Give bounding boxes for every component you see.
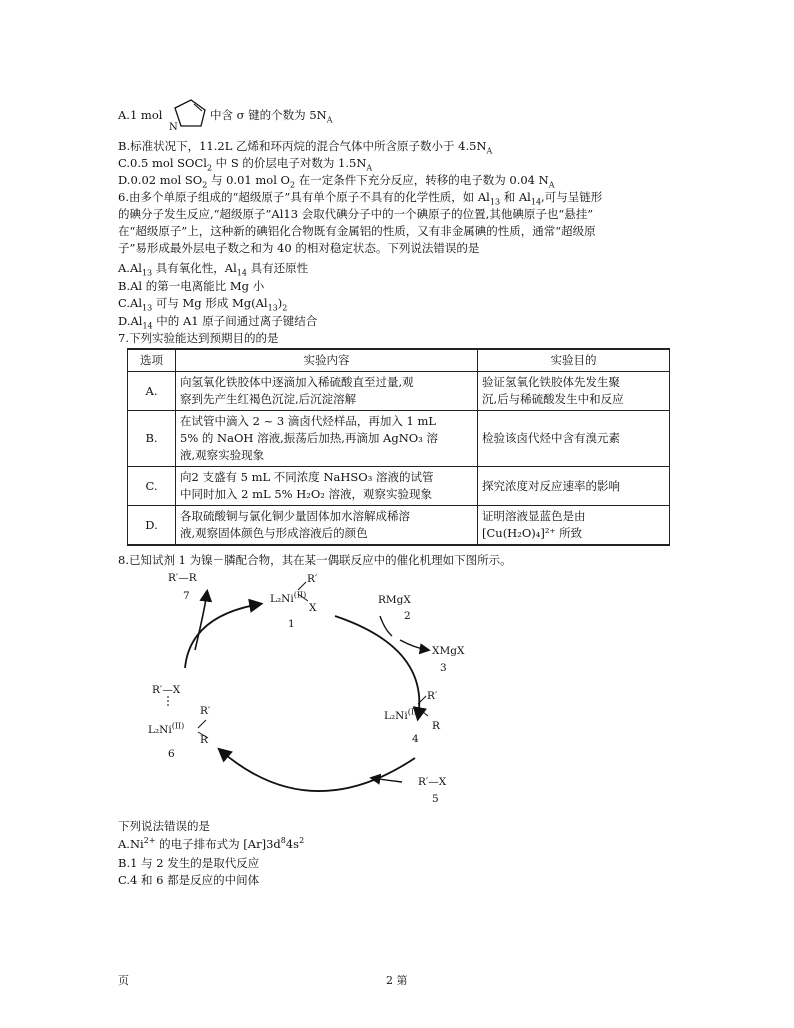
cycle-arc-left bbox=[185, 604, 260, 668]
row-option: B. bbox=[128, 411, 176, 467]
q8-option-a: $A.Ni^{2+}$ 的电子排布式为 $[Ar]3d^84s^2$ bbox=[118, 836, 305, 851]
complex-1-x: X bbox=[309, 602, 317, 614]
q5-option-c: C.0.5 mol SOCl$_2$ 中 S 的价层电子对数为 $1.5N_A$ bbox=[118, 156, 373, 173]
q5-option-a: A.1 mol bbox=[118, 108, 163, 122]
q5-option-d: D.0.02 mol $SO_2$ 与 0.01 mol $O_2$ 在一定条件下充分反应，转移的电子数为 0.04 $N_A$ bbox=[118, 173, 555, 190]
compound-number-5: 5 bbox=[432, 793, 439, 805]
q6-option-a: $A.Al_{13}$ 具有氧化性，$Al_{14}$ 具有还原性 bbox=[118, 261, 309, 278]
q6-option-d: $D.Al_{14}$ 中的 A1 原子间通过离子键结合 bbox=[118, 314, 318, 331]
compound-number-6: 6 bbox=[168, 748, 175, 760]
row-content: 向2 支盛有 5 mL 不同浓度 NaHSO₃ 溶液的试管 中同时加入 2 mL 5% H₂O₂ 溶液，观察实验现象 bbox=[176, 467, 478, 506]
complex-6-top: R′—X bbox=[152, 684, 181, 696]
complex-4-r2: R bbox=[432, 720, 440, 732]
q6-stem-line-2: 的碘分子发生反应,“超级原子”Al13 会取代碘分子中的一个碘原子的位置,其他碘原子也“悬挂” bbox=[118, 207, 594, 221]
q6-stem-line-4: 子”易形成最外层电子数之和为 40 的相对稳定状态。下列说法错误的是 bbox=[118, 241, 480, 255]
complex-1-main: $L_2Ni^{(II)}$ bbox=[270, 590, 307, 605]
row-purpose: 探究浓度对反应速率的影响 bbox=[478, 467, 670, 506]
row-option: A. bbox=[128, 372, 176, 411]
q5-option-b: B.标准状况下，11.2L 乙烯和环丙烷的混合气体中所含原子数小于 $4.5N_A$ bbox=[118, 139, 493, 156]
xmgx-exit-arrow bbox=[400, 640, 428, 650]
header-content: 实验内容 bbox=[176, 349, 478, 372]
row-purpose: 检验该卤代烃中含有溴元素 bbox=[478, 411, 670, 467]
table-row bbox=[128, 467, 670, 506]
q6-stem-line-1: 6.由多个单原子组成的“超级原子”具有单个原子不具有的化学性质，如 $Al_{13}$ 和 $Al_{14}$,可与呈链形 bbox=[118, 190, 603, 207]
q6-option-c: $C.Al_{13}$ 可与 Mg 形成 $Mg(Al_{13})_2$ bbox=[118, 296, 288, 313]
byproduct-3-label: XMgX bbox=[432, 645, 465, 657]
complex-1-r: R′ bbox=[307, 573, 318, 585]
product-7-label: R′—R bbox=[168, 572, 197, 584]
footer-page-number: 2 第 bbox=[386, 974, 408, 987]
complex-4-r1: R′ bbox=[427, 690, 438, 702]
reagent-2-label: RMgX bbox=[378, 594, 411, 606]
pyrrole-ring-structure bbox=[165, 96, 213, 136]
table-row bbox=[128, 372, 670, 411]
q5-option-a-text: 中含 σ 键的个数为 $5N_A$ bbox=[210, 108, 333, 125]
q6-option-b: B.Al 的第一电离能比 Mg 小 bbox=[118, 279, 265, 293]
table-row bbox=[128, 411, 670, 467]
compound-number-2: 2 bbox=[404, 610, 411, 622]
q6-stem-line-3: 在“超级原子”上，这种新的碘铝化合物既有金属铝的性质，又有非金属碘的性质，通常“超级原 bbox=[118, 224, 596, 238]
footer-left: 页 bbox=[118, 974, 129, 987]
row-content: 向氢氧化铁胶体中逐滴加入稀硫酸直至过量,观 察到先产生红褐色沉淀,后沉淀溶解 bbox=[176, 372, 478, 411]
ring-n-label: N bbox=[169, 122, 178, 133]
complex-6-main: $L_2Ni^{(II)}$ bbox=[148, 721, 185, 736]
complex-4-main: $L_2Ni^{(II)}$ bbox=[384, 707, 421, 722]
product-release-arrow bbox=[195, 592, 207, 650]
complex-6-r2: R bbox=[200, 734, 208, 746]
row-purpose: 验证氢氧化铁胶体先发生聚 沉,后与稀硫酸发生中和反应 bbox=[478, 372, 670, 411]
q8-option-c: C.4 和 6 都是反应的中间体 bbox=[118, 873, 260, 887]
table-row bbox=[128, 506, 670, 546]
row-option: C. bbox=[128, 467, 176, 506]
reagent5-entry-arrow bbox=[372, 778, 402, 782]
cycle-arc-bottom bbox=[220, 750, 415, 791]
complex-6-r1: R′ bbox=[200, 705, 211, 717]
compound-number-4: 4 bbox=[412, 733, 419, 745]
compound-number-3: 3 bbox=[440, 662, 447, 674]
row-option: D. bbox=[128, 506, 176, 546]
q8-ask: 下列说法错误的是 bbox=[118, 819, 210, 833]
table-header-row bbox=[128, 349, 670, 372]
compound-number-1: 1 bbox=[288, 618, 295, 630]
q8-stem: 8.已知试剂 1 为镍－膦配合物，其在某一偶联反应中的催化机理如下图所示。 bbox=[118, 553, 512, 567]
cycle-arc-right bbox=[335, 616, 419, 718]
q8-option-b: B.1 与 2 发生的是取代反应 bbox=[118, 856, 260, 870]
experiment-table bbox=[127, 348, 670, 546]
catalytic-cycle-diagram bbox=[130, 568, 510, 818]
row-content: 在试管中滴入 2 ~ 3 滴卤代烃样品，再加入 1 mL 5% 的 NaOH 溶液,振荡后加热,再滴加 AgNO₃ 溶 液,观察实验现象 bbox=[176, 411, 478, 467]
row-content: 各取硫酸铜与氯化铜少量固体加水溶解成稀溶 液,观察固体颜色与形成溶液后的颜色 bbox=[176, 506, 478, 546]
header-purpose: 实验目的 bbox=[478, 349, 670, 372]
reagent-5-label: R′—X bbox=[418, 776, 447, 788]
compound-number-7: 7 bbox=[183, 590, 190, 602]
rmgx-entry-arrow bbox=[380, 616, 392, 636]
q7-stem: 7.下列实验能达到预期目的的是 bbox=[118, 331, 279, 345]
row-purpose: 证明溶液显蓝色是由 [Cu(H₂O)₄]²⁺ 所致 bbox=[478, 506, 670, 546]
header-option: 选项 bbox=[128, 349, 176, 372]
